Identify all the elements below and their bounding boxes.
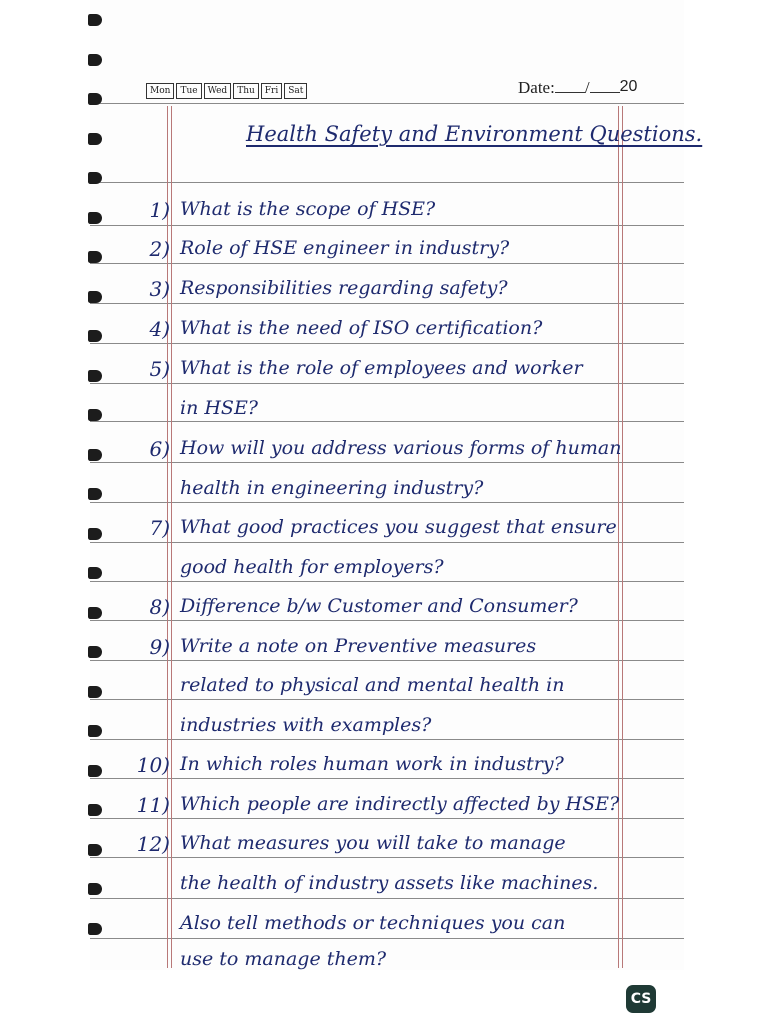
question-number: 7) (149, 516, 170, 540)
question-number: 4) (149, 317, 170, 341)
question-text-line: What is the scope of HSE? (180, 198, 436, 220)
day-box: Tue (176, 83, 201, 99)
ruled-line (90, 778, 684, 779)
right-margin-line (622, 106, 623, 968)
question-text-line: Difference b/w Customer and Consumer? (180, 595, 578, 617)
question-text-line: How will you address various forms of human (180, 437, 622, 459)
ruled-line (90, 739, 684, 740)
day-box: Fri (261, 83, 282, 99)
question-text-line: Responsibilities regarding safety? (180, 277, 508, 299)
binder-hole (88, 923, 102, 935)
date-year: 20 (619, 78, 638, 95)
binder-hole (88, 567, 102, 579)
ruled-line (90, 542, 684, 543)
ruled-line (90, 699, 684, 700)
binder-hole (88, 883, 102, 895)
question-text-line: What is the need of ISO certification? (180, 317, 543, 339)
question-text-line: Also tell methods or techniques you can (180, 912, 566, 934)
ruled-line (90, 303, 684, 304)
question-text-line: Role of HSE engineer in industry? (180, 237, 510, 259)
day-box: Wed (204, 83, 232, 99)
binder-hole (88, 844, 102, 856)
question-number: 11) (136, 793, 170, 817)
question-number: 2) (149, 237, 170, 261)
binder-hole (88, 528, 102, 540)
date-label: Date: (518, 78, 555, 97)
ruled-line (90, 421, 684, 422)
ruled-line (90, 502, 684, 503)
ruled-line (90, 462, 684, 463)
binder-hole (88, 409, 102, 421)
binder-hole (88, 607, 102, 619)
ruled-line (90, 263, 684, 264)
question-number: 12) (136, 832, 170, 856)
binder-hole (88, 212, 102, 224)
ruled-line (90, 343, 684, 344)
ruled-line (90, 182, 684, 183)
question-text-line: What is the role of employees and worker (180, 357, 583, 379)
margin-line (171, 106, 172, 968)
ruled-line (90, 857, 684, 858)
question-text-line: in HSE? (180, 397, 258, 419)
binder-hole (88, 804, 102, 816)
binder-hole (88, 449, 102, 461)
question-text-line: Write a note on Preventive measures (180, 635, 537, 657)
day-box: Thu (233, 83, 259, 99)
page-title: Health Safety and Environment Questions. (246, 122, 703, 146)
ruled-line (90, 898, 684, 899)
binder-hole (88, 370, 102, 382)
question-text-line: In which roles human work in industry? (180, 753, 564, 775)
weekday-boxes (146, 83, 307, 99)
binder-hole (88, 330, 102, 342)
binder-hole (88, 646, 102, 658)
day-box: Mon (146, 83, 174, 99)
question-text-line: good health for employers? (180, 556, 444, 578)
question-number: 8) (149, 595, 170, 619)
ruled-line (90, 225, 684, 226)
ruled-line (90, 818, 684, 819)
question-number: 9) (149, 635, 170, 659)
binder-hole (88, 686, 102, 698)
binder-hole (88, 172, 102, 184)
binder-hole (88, 488, 102, 500)
question-text-line: Which people are indirectly affected by HSE? (180, 793, 620, 815)
ruled-line (90, 938, 684, 939)
question-number: 3) (149, 277, 170, 301)
ruled-line (90, 103, 684, 104)
date-field (518, 78, 637, 98)
binder-hole (88, 725, 102, 737)
question-number: 6) (149, 437, 170, 461)
binder-hole (88, 251, 102, 263)
question-text-line: What measures you will take to manage (180, 832, 566, 854)
date-separator: / (584, 78, 590, 97)
right-margin-line (618, 106, 619, 968)
question-text-line: the health of industry assets like machines. (180, 872, 599, 894)
camscanner-logo: CS (626, 985, 656, 1013)
question-number: 10) (136, 753, 170, 777)
ruled-line (90, 660, 684, 661)
ruled-line (90, 620, 684, 621)
binder-hole (88, 14, 102, 26)
binder-hole (88, 93, 102, 105)
binder-hole (88, 133, 102, 145)
ruled-line (90, 581, 684, 582)
question-text-line: industries with examples? (180, 714, 432, 736)
question-number: 1) (149, 198, 170, 222)
binder-hole (88, 291, 102, 303)
question-number: 5) (149, 357, 170, 381)
day-box: Sat (284, 83, 307, 99)
question-text-line: related to physical and mental health in (180, 674, 565, 696)
question-text-line: What good practices you suggest that ensure (180, 516, 617, 538)
binder-hole (88, 765, 102, 777)
binder-hole (88, 54, 102, 66)
question-text-line: health in engineering industry? (180, 477, 484, 499)
question-text-line: use to manage them? (180, 948, 387, 970)
ruled-line (90, 383, 684, 384)
